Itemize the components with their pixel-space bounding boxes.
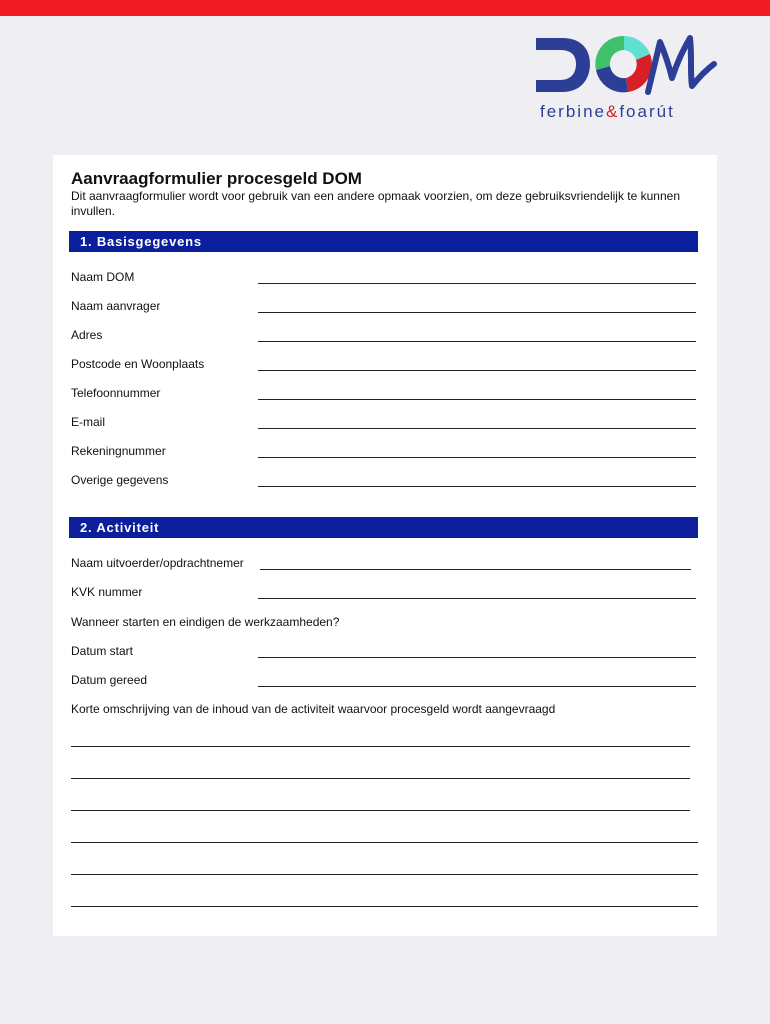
dom-logo-mark: [532, 30, 722, 100]
field-input-line[interactable]: [258, 312, 696, 313]
field-label: Rekeningnummer: [71, 444, 166, 458]
tagline-ampersand: &: [605, 102, 620, 121]
field-input-line[interactable]: [258, 370, 696, 371]
field-label: Adres: [71, 328, 103, 342]
form-title: Aanvraagformulier procesgeld DOM: [71, 169, 362, 188]
dom-logo: [532, 30, 722, 126]
field-kvk-nummer: [71, 585, 698, 605]
field-input-line[interactable]: [258, 428, 696, 429]
field-input-line[interactable]: [258, 686, 696, 687]
field-postcode-woonplaats: [71, 357, 698, 377]
field-datum-gereed: [71, 673, 698, 693]
field-input-line[interactable]: [258, 657, 696, 658]
field-label: Telefoonnummer: [71, 386, 161, 400]
description-line-3[interactable]: [71, 810, 690, 811]
description-line-6[interactable]: [71, 906, 698, 907]
field-label: KVK nummer: [71, 585, 143, 599]
description-line-1[interactable]: [71, 746, 690, 747]
description-line-2[interactable]: [71, 778, 690, 779]
form-page: [53, 155, 717, 936]
field-input-line[interactable]: [258, 283, 696, 284]
field-rekeningnummer: [71, 444, 698, 464]
logo-tagline: [540, 102, 675, 122]
field-label: E-mail: [71, 415, 106, 429]
field-input-line[interactable]: [258, 598, 696, 599]
field-label: Postcode en Woonplaats: [71, 357, 205, 371]
field-label: Naam DOM: [71, 270, 135, 284]
description-line-4[interactable]: [71, 842, 698, 843]
field-telefoonnummer: [71, 386, 698, 406]
field-adres: [71, 328, 698, 348]
question-description: Korte omschrijving van de inhoud van de activiteit waarvoor procesgeld wordt aangevraagd: [71, 702, 556, 716]
field-label: Overige gegevens: [71, 473, 169, 487]
field-email: [71, 415, 698, 435]
field-datum-start: [71, 644, 698, 664]
field-uitvoerder: [71, 556, 698, 576]
field-input-line[interactable]: [258, 399, 696, 400]
field-overige-gegevens: [71, 473, 698, 493]
field-input-line[interactable]: [260, 569, 691, 570]
description-line-5[interactable]: [71, 874, 698, 875]
section-activiteit-title: 2. Activiteit: [80, 520, 160, 535]
question-dates: Wanneer starten en eindigen de werkzaamheden?: [71, 615, 340, 629]
top-red-bar: [0, 0, 770, 16]
section-activiteit-header: [69, 517, 698, 538]
field-label: Datum gereed: [71, 673, 148, 687]
field-input-line[interactable]: [258, 341, 696, 342]
section-basisgegevens-title: 1. Basisgegevens: [80, 234, 202, 249]
field-input-line[interactable]: [258, 457, 696, 458]
field-label: Naam uitvoerder/opdrachtnemer: [71, 556, 244, 570]
field-label: Naam aanvrager: [71, 299, 161, 313]
section-basisgegevens-header: [69, 231, 698, 252]
tagline-part-2: foarút: [619, 102, 675, 121]
tagline-part-1: ferbine: [540, 102, 606, 121]
field-naam-dom: [71, 270, 698, 290]
field-input-line[interactable]: [258, 486, 696, 487]
field-naam-aanvrager: [71, 299, 698, 319]
field-label: Datum start: [71, 644, 134, 658]
form-intro: Dit aanvraagformulier wordt voor gebruik van een andere opmaak voorzien, om deze gebruiksvriendelijk te kunnen invullen.: [71, 189, 680, 218]
